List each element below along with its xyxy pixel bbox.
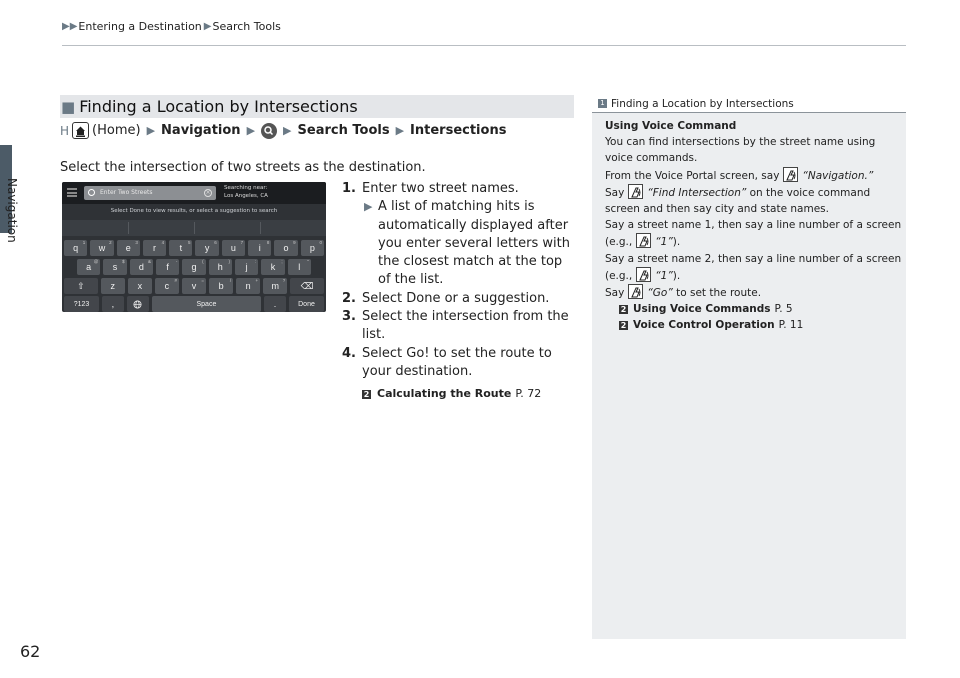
step-text: to set the route to your destination. [362, 345, 552, 379]
voice-command-icon [783, 167, 798, 182]
step-subnote [362, 198, 578, 289]
keyboard-screenshot [62, 182, 326, 312]
key-v[interactable]: v = [182, 278, 206, 294]
searching-near-label: Searching near: [224, 185, 268, 191]
home-label: (Home) [92, 123, 141, 138]
step-4 [342, 345, 578, 404]
key-u[interactable]: u $^7$ [222, 240, 245, 256]
key-m[interactable]: m ? [263, 278, 287, 294]
breadcrumb [62, 20, 281, 33]
key-r[interactable]: r $^4$ [143, 240, 166, 256]
key-h[interactable]: h ) [209, 259, 232, 275]
key-a[interactable]: a @ [77, 259, 100, 275]
comma-key[interactable]: , [102, 296, 124, 312]
step-text: Select [362, 290, 407, 306]
side-text: Say a street name 1, then say a line number of a screen (e.g., “1”). [605, 219, 902, 249]
clear-icon[interactable]: × [205, 189, 211, 196]
step-2 [342, 290, 578, 308]
arrow-icon: ▶ [146, 124, 156, 137]
intro-text: Select the intersection of two streets as the destination. [60, 160, 426, 175]
arrow-icon: ▶ [283, 124, 292, 137]
key-row-3 [64, 278, 324, 294]
key-e[interactable]: e $^3$ [117, 240, 140, 256]
step-text: Select [362, 345, 407, 361]
suggestion-strip[interactable] [62, 220, 326, 236]
backspace-key[interactable] [290, 278, 324, 294]
side-cross-reference[interactable] [605, 301, 903, 317]
cross-ref-icon: 2 [620, 304, 627, 314]
arrow-icon: ▶ [364, 200, 373, 214]
key-b[interactable]: b / [209, 278, 233, 294]
key-j[interactable]: j : [235, 259, 258, 275]
search-input[interactable] [84, 186, 216, 200]
header-divider [62, 45, 906, 46]
key-y[interactable]: y $^6$ [195, 240, 218, 256]
key-i[interactable]: i $^8$ [248, 240, 271, 256]
step-number: 3. [342, 309, 356, 325]
shift-icon: ⇧ [77, 280, 85, 291]
key-c[interactable]: c # [155, 278, 179, 294]
key-q[interactable]: q $^1$ [64, 240, 87, 256]
key-row-4 [64, 296, 324, 312]
key-w[interactable]: w $^2$ [90, 240, 113, 256]
h-marker: H [60, 123, 70, 138]
cross-ref-icon: 2 [363, 389, 370, 399]
step-text: or a suggestion. [440, 290, 550, 306]
done-key[interactable]: Done [289, 296, 324, 312]
side-text: From the Voice Portal screen, say “Navigation.” [605, 167, 903, 184]
cross-ref-page: P. 5 [774, 303, 793, 316]
breadcrumb-arrow-icon: ▶ [203, 21, 212, 32]
arrow-icon: ▶ [395, 124, 405, 137]
cross-ref-label[interactable]: Using Voice Commands [633, 303, 771, 316]
search-icon [88, 189, 95, 196]
side-notes-title: Finding a Location by Intersections [611, 97, 794, 110]
breadcrumb-arrow-icon: ▶▶ [62, 21, 78, 32]
key-s[interactable]: s $ [103, 259, 126, 275]
note-number-icon: 1 [598, 99, 607, 108]
key-z[interactable]: z [101, 278, 125, 294]
globe-key[interactable] [127, 296, 149, 312]
path-navigation: Navigation [161, 123, 241, 138]
globe-icon [133, 300, 142, 309]
cross-ref-page: P. 72 [515, 387, 542, 401]
page-number: 62 [20, 642, 41, 661]
side-text: Say a street name 2, then say a line number of a screen (e.g., “1”). [605, 252, 902, 282]
step-1 [342, 180, 578, 290]
step-subnote-text: A list of matching hits is automatically displayed after you enter several letters with the closest match at the top of the list. [378, 199, 570, 288]
voice-command-icon [636, 233, 651, 248]
step-3 [342, 308, 578, 345]
key-d[interactable]: d & [130, 259, 153, 275]
shift-key[interactable] [64, 278, 98, 294]
side-tab-label: Navigation [5, 178, 19, 243]
key-l[interactable]: l " [288, 259, 311, 275]
step-text: Enter two street names. [362, 181, 519, 196]
space-key[interactable]: Space [152, 296, 261, 312]
searching-near-location: Los Angeles, CA [224, 193, 268, 199]
key-n[interactable]: n + [236, 278, 260, 294]
search-placeholder: Enter Two Streets [100, 189, 153, 196]
step-text: Select the intersection from the list. [362, 309, 569, 343]
key-p[interactable]: p $^0$ [301, 240, 324, 256]
cross-ref-page: P. 11 [778, 319, 804, 332]
search-icon [261, 123, 277, 139]
side-text: You can find intersections by the street name using voice commands. [605, 136, 876, 165]
key-row-1 [64, 240, 324, 256]
key-row-2 [77, 259, 311, 275]
side-notes-heading [592, 95, 906, 113]
section-heading [60, 95, 574, 118]
side-subheading: Using Voice Command [605, 120, 737, 132]
key-g[interactable]: g ( [182, 259, 205, 275]
searching-near [224, 184, 268, 200]
path-intersections: Intersections [410, 123, 507, 138]
period-key[interactable]: . [264, 296, 286, 312]
key-f[interactable]: f - [156, 259, 179, 275]
key-o[interactable]: o $^9$ [274, 240, 297, 256]
side-text: Say “Find Intersection” on the voice command screen and then say city and state names. [605, 184, 903, 217]
path-search-tools: Search Tools [297, 123, 390, 138]
cross-ref-label[interactable]: Voice Control Operation [633, 319, 775, 332]
side-notes-body [605, 118, 903, 334]
voice-command-icon [628, 184, 643, 199]
cross-ref-icon: 2 [620, 321, 627, 331]
side-cross-reference[interactable] [605, 317, 903, 333]
backspace-icon: ⌫ [300, 280, 314, 291]
key-t[interactable]: t $^5$ [169, 240, 192, 256]
cross-ref-label[interactable]: Calculating the Route [377, 387, 512, 401]
voice-command-icon [628, 284, 643, 299]
arrow-icon: ▶ [246, 124, 256, 137]
cross-reference[interactable] [362, 385, 578, 403]
key-k[interactable]: k ; [261, 259, 284, 275]
breadcrumb-item[interactable]: Entering a Destination [78, 20, 202, 33]
voice-command-icon [636, 267, 651, 282]
home-icon [72, 122, 89, 139]
menu-icon[interactable] [67, 188, 77, 197]
ui-term-done: Done [406, 290, 441, 306]
key-x[interactable]: x [128, 278, 152, 294]
symbols-key[interactable]: ?123 [64, 296, 99, 312]
step-number: 1. [342, 181, 356, 196]
step-number: 2. [342, 290, 356, 306]
steps-list [342, 180, 578, 404]
side-text: Say “Go” to set the route. [605, 284, 903, 301]
step-number: 4. [342, 345, 356, 361]
section-title: Finding a Location by Intersections [79, 97, 358, 116]
breadcrumb-item[interactable]: Search Tools [212, 20, 281, 33]
menu-path [60, 122, 506, 139]
ui-term-go: Go! [406, 345, 430, 361]
keyboard-hint: Select Done to view results, or select a suggestion to search [110, 208, 278, 214]
square-bullet-icon: ■ [61, 97, 76, 116]
